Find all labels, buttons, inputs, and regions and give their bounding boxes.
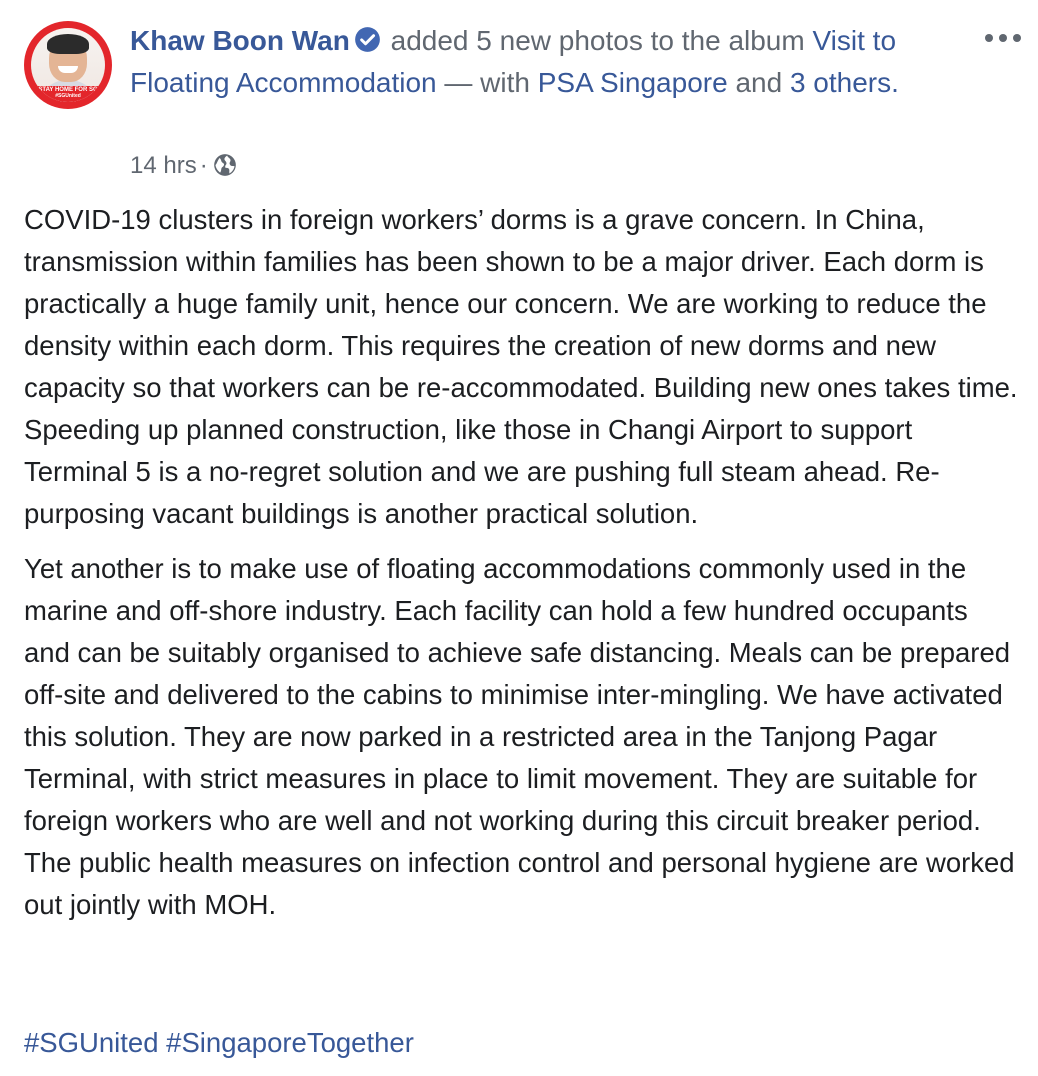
others-link[interactable]: 3 others. xyxy=(789,67,899,98)
author-avatar[interactable] xyxy=(24,21,112,109)
avatar-photo xyxy=(31,28,105,102)
tagged-page-link[interactable]: PSA Singapore xyxy=(537,67,728,98)
meta-separator: · xyxy=(199,152,208,179)
avatar-banner-text: STAY HOME FOR SG xyxy=(38,87,98,93)
post-paragraph-2: Yet another is to make use of floating accommodations commonly used in the marine and off-shore industry. Each facility can hold a few hundred occupants and can be suitably organised to achieve safe distancing. Meals can be prepared off-site and delivered to the cabins to minimise inter-mingling. We have activated this solution. They are now parked in a restricted area in the Tanjong Pagar Terminal, with strict measures in place to limit movement. They are suitable for foreign workers who are well and not working during this circuit breaker period. The public health measures on infection control and personal hygiene are worked out jointly with MOH. xyxy=(24,553,1015,920)
globe-icon[interactable] xyxy=(212,152,238,178)
with-text: — with xyxy=(444,67,530,98)
post-paragraph-1: COVID-19 clusters in foreign workers’ dorms is a grave concern. In China, transmission within families has been shown to be a major driver. Each dorm is practically a huge family unit, hence our concern. We are working to reduce the density within each dorm. This requires the creation of new dorms and new capacity so that workers can be re-accommodated. Building new ones takes time. Speeding up planned construction, like those in Changi Airport to support Terminal 5 is a no-regret solution and we are pushing full steam ahead. Re-purposing vacant buildings is another practical solution. xyxy=(24,204,1018,529)
action-text: added 5 new photos to the album xyxy=(390,25,805,56)
author-name-link[interactable]: Khaw Boon Wan xyxy=(130,25,350,56)
post-headline xyxy=(130,20,960,104)
post-hashtags xyxy=(24,1022,414,1064)
and-text: and xyxy=(735,67,783,98)
timestamp-link[interactable]: 14 hrs xyxy=(130,152,197,179)
post-body xyxy=(24,199,1019,926)
hashtag-link[interactable]: #SGUnited xyxy=(24,1027,159,1058)
avatar-banner-hashtag: #SGUnited xyxy=(55,93,81,99)
avatar-hair xyxy=(47,34,89,54)
hashtag-link[interactable]: #SingaporeTogether xyxy=(166,1027,414,1058)
post-meta xyxy=(130,148,238,184)
more-options-ellipsis-icon[interactable] xyxy=(983,28,1023,48)
verified-badge-icon xyxy=(354,26,381,53)
album-link[interactable]: Visit to Floating Accommodation xyxy=(130,25,897,98)
